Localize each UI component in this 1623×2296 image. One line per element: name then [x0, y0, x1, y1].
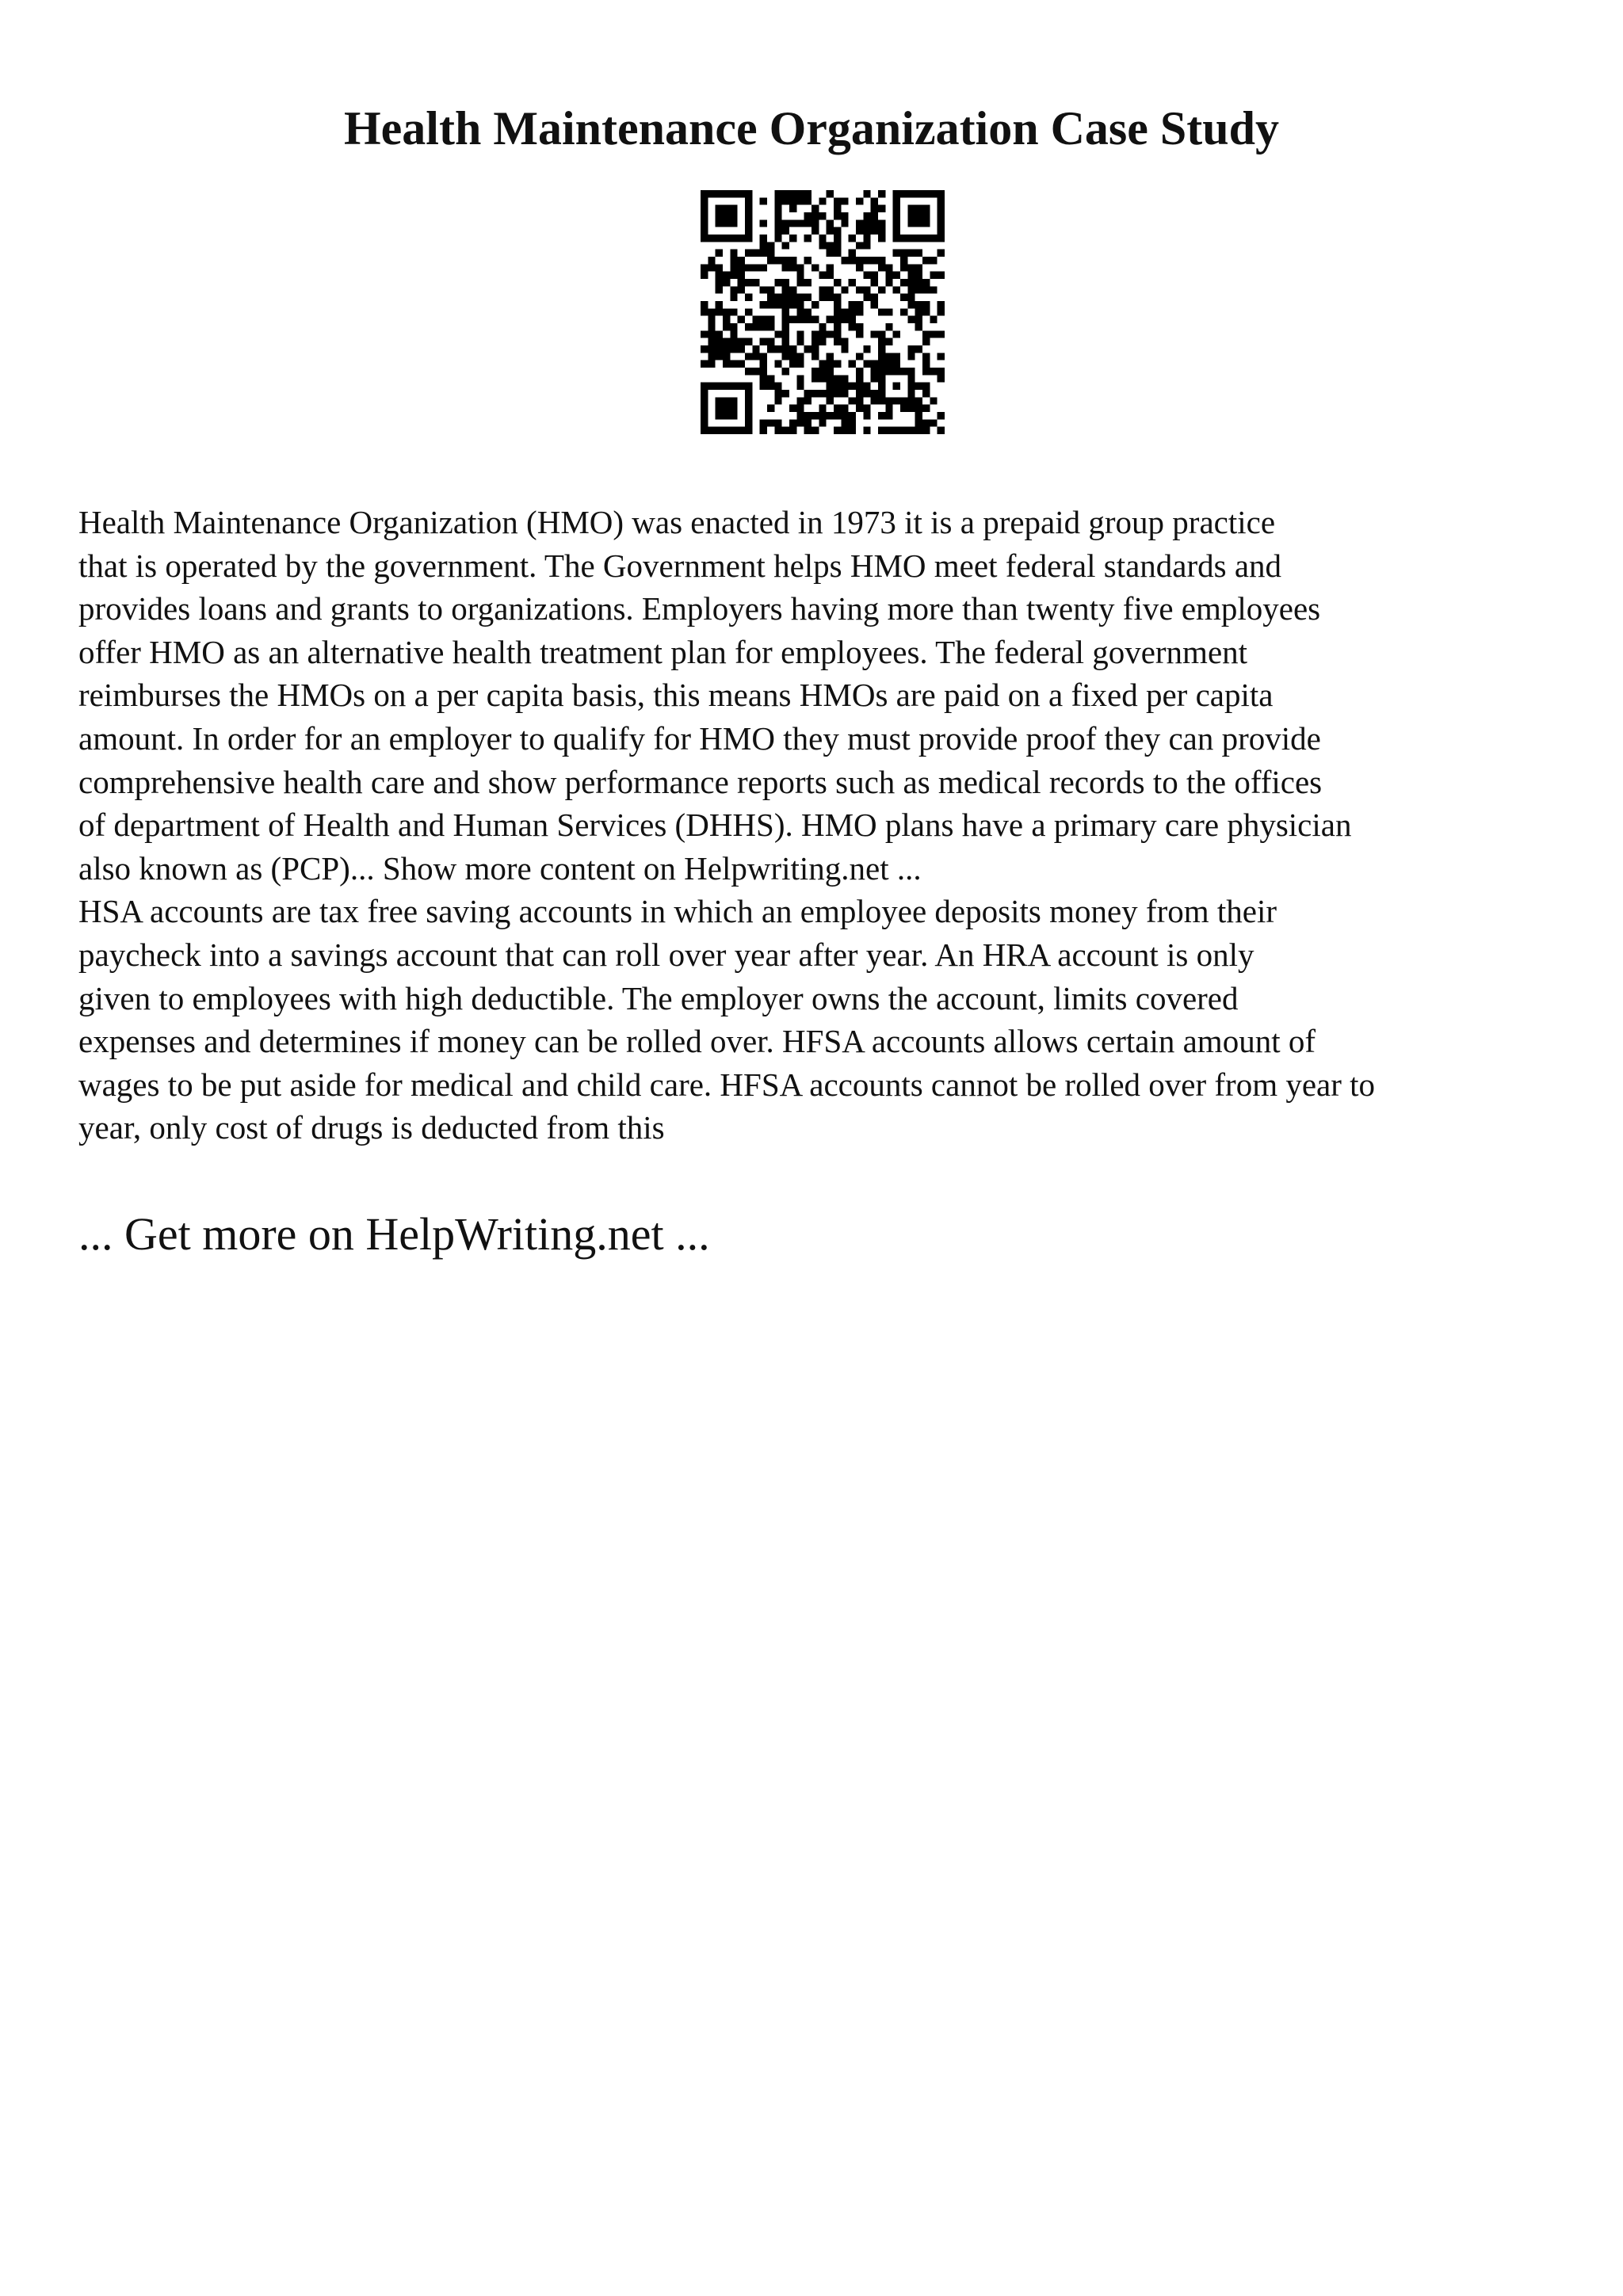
text-line: given to employees with high deductible. The employer owns the account, limits covered	[78, 979, 1239, 1016]
text-line: HSA accounts are tax free saving accounts in which an employee deposits money from their	[78, 893, 1277, 930]
text-line: expenses and determines if money can be rolled over. HFSA accounts allows certain amount of	[78, 1023, 1316, 1060]
text-line: that is operated by the government. The Government helps HMO meet federal standards and	[78, 547, 1282, 584]
text-line: wages to be put aside for medical and child care. HFSA accounts cannot be rolled over from year to	[78, 1066, 1376, 1103]
document-title: Health Maintenance Organization Case Study	[344, 102, 1279, 154]
text-line: paycheck into a savings account that can roll over year after year. An HRA account is only	[78, 936, 1254, 973]
paragraph-hmo	[78, 501, 1576, 890]
text-line: Health Maintenance Organization (HMO) was enacted in 1973 it is a prepaid group practice	[78, 504, 1276, 540]
text-line: comprehensive health care and show performance reports such as medical records to the offices	[78, 763, 1323, 800]
text-line: amount. In order for an employer to qualify for HMO they must provide proof they can provide	[78, 719, 1321, 757]
text-line: provides loans and grants to organizations. Employers having more than twenty five employees	[78, 590, 1321, 627]
text-line: also known as (PCP)... Show more content on Helpwriting.net ...	[78, 849, 922, 887]
text-line: reimburses the HMOs on a per capita basis, this means HMOs are paid on a fixed per capita	[78, 677, 1274, 714]
qr-code-icon	[701, 190, 945, 434]
text-line: year, only cost of drugs is deducted from this	[78, 1109, 665, 1146]
text-line: offer HMO as an alternative health treatment plan for employees. The federal government	[78, 633, 1248, 670]
paragraph-accounts	[78, 890, 1576, 1150]
body-text	[78, 501, 1576, 1150]
text-line: of department of Health and Human Services (DHHS). HMO plans have a primary care physician	[78, 807, 1352, 844]
get-more-link[interactable]: ... Get more on HelpWriting.net ...	[78, 1208, 710, 1260]
